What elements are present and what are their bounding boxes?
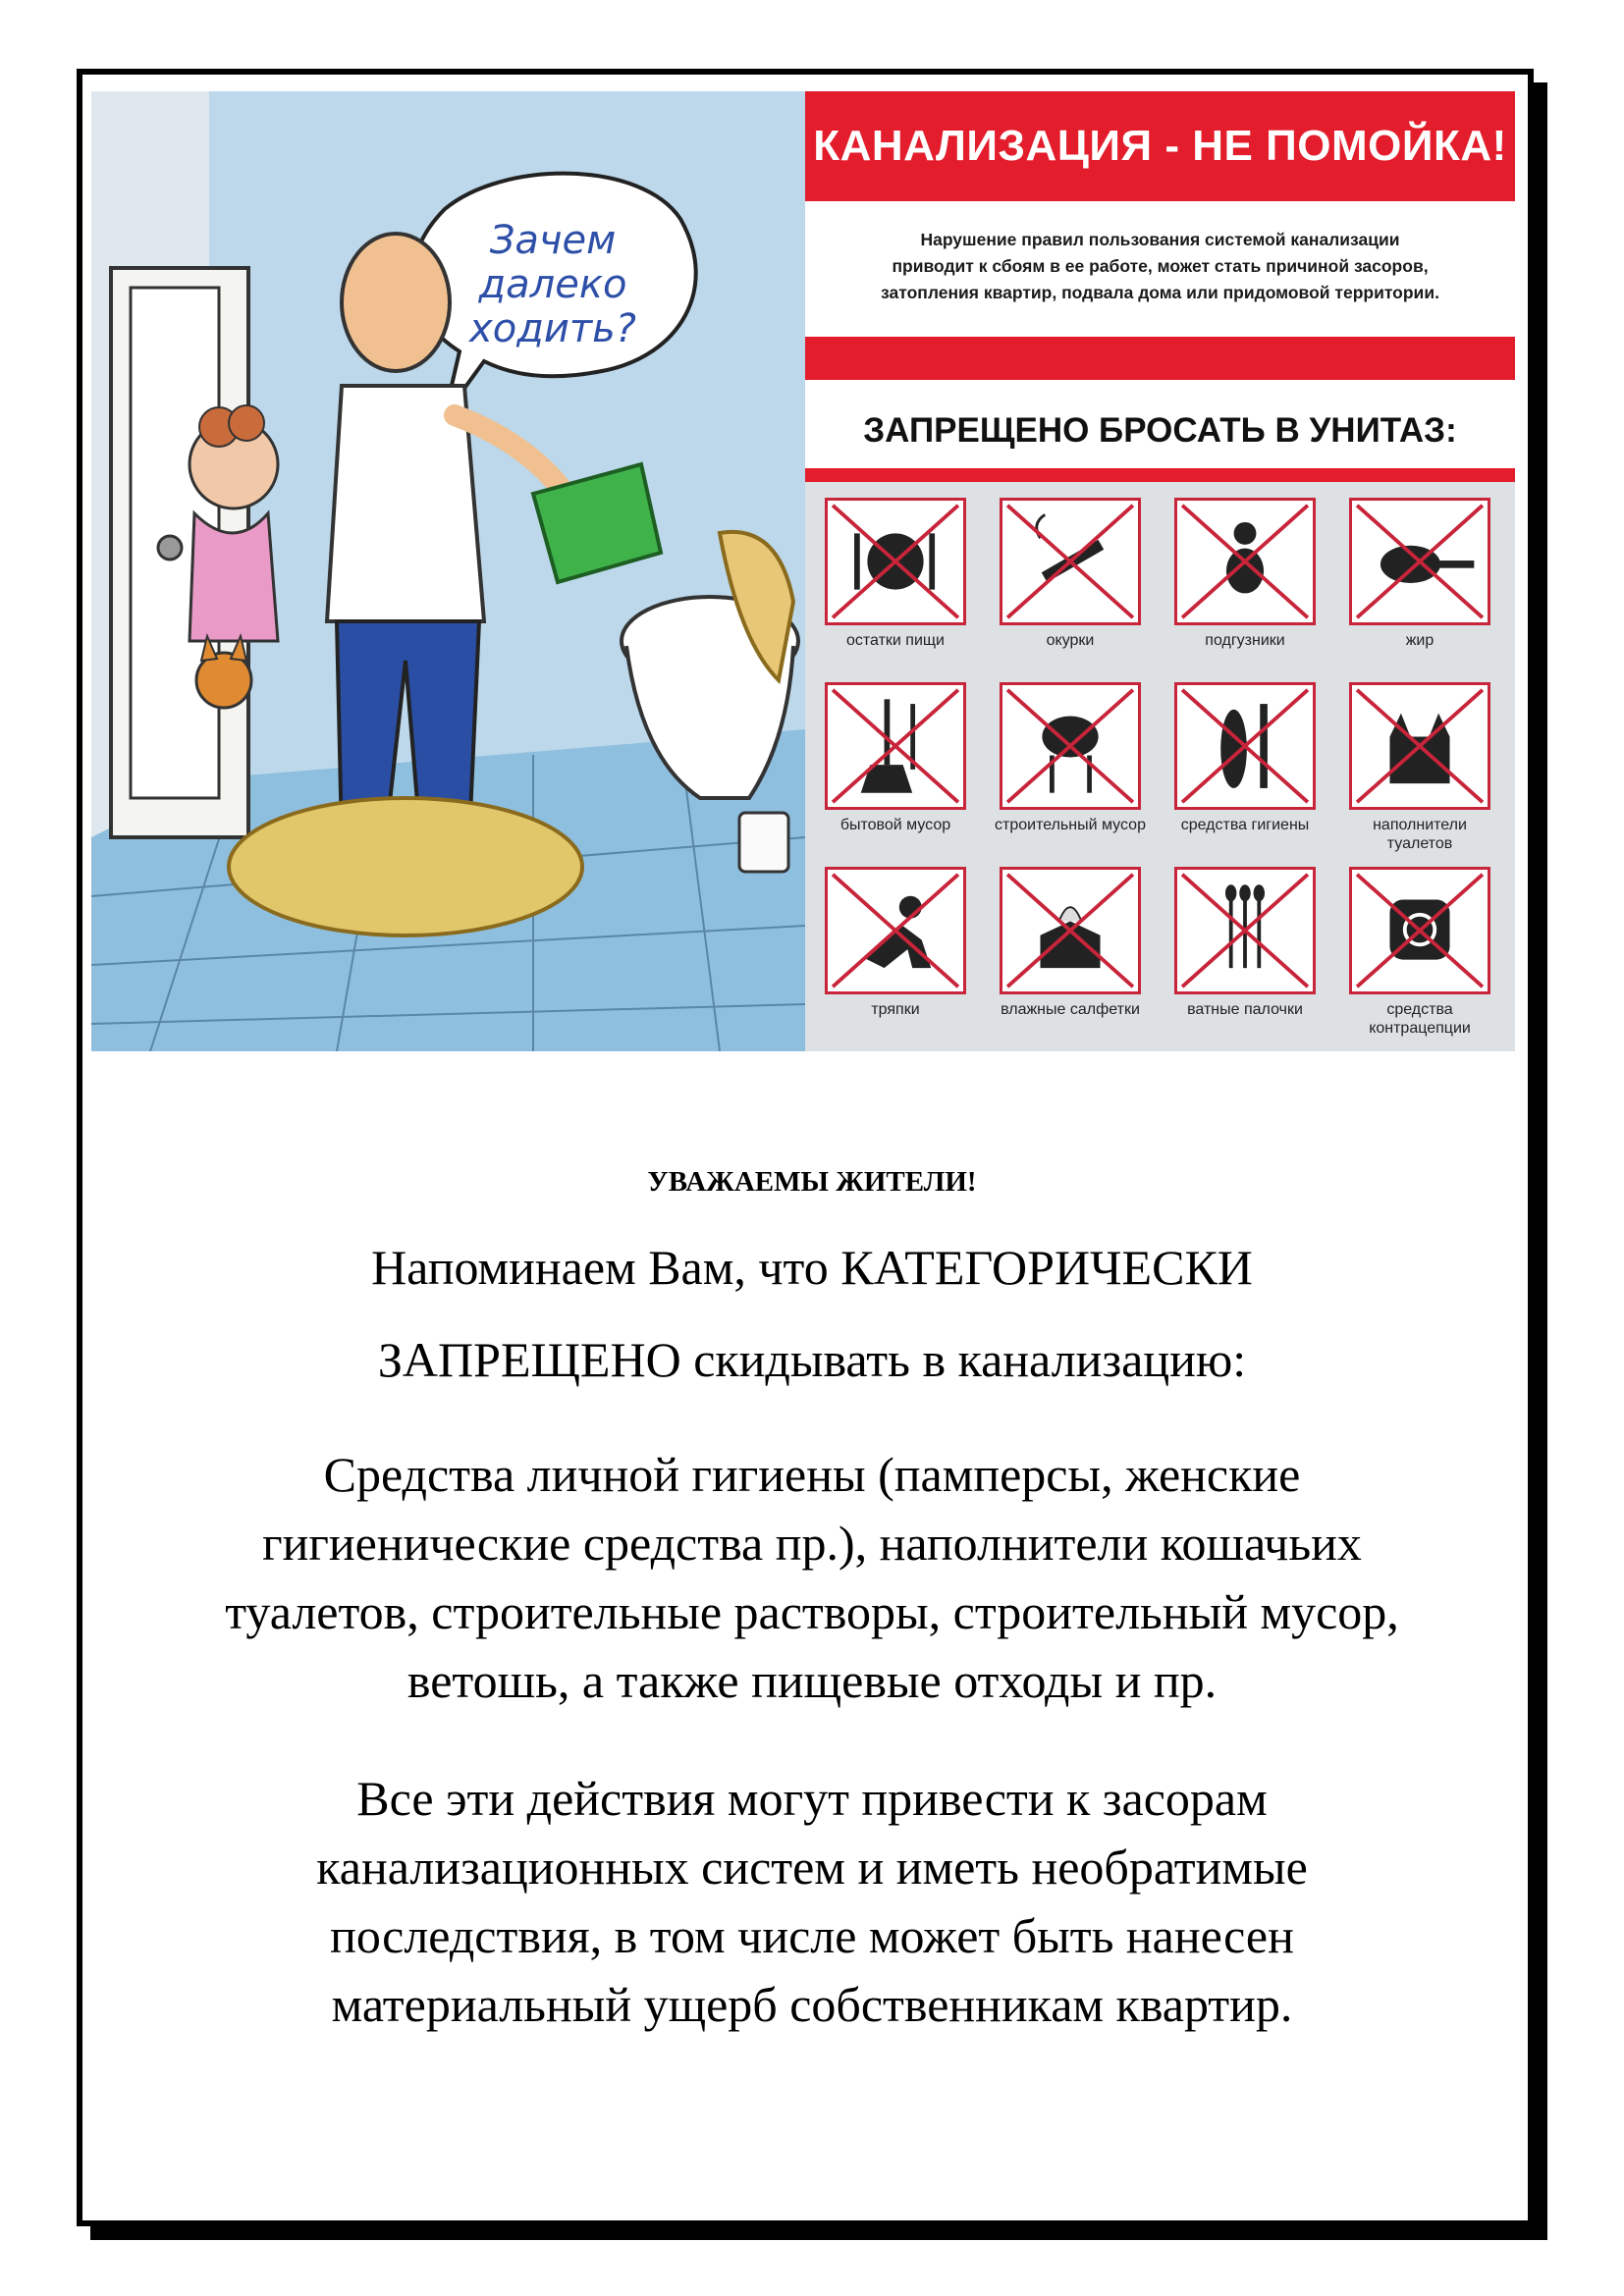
intro-line-2: приводит к сбоям в ее работе, может стать причиной засоров, — [892, 256, 1429, 276]
broom-icon — [825, 682, 966, 810]
paragraph-line: ветошь, а также пищевые отходы и пр. — [406, 1653, 1218, 1708]
forbidden-item — [817, 490, 974, 678]
cartoon-scene-icon — [91, 91, 805, 1051]
cement-mixer-icon — [1000, 682, 1141, 810]
intro-line-1: Нарушение правил пользования системой канализации — [920, 230, 1400, 249]
forbidden-item — [1341, 674, 1498, 863]
wet-wipes-icon — [1000, 867, 1141, 994]
cigarette-icon — [1000, 498, 1141, 625]
contraception-icon — [1349, 867, 1490, 994]
cotton-swabs-icon — [1174, 867, 1316, 994]
item-label: средства контрацепции — [1369, 1001, 1471, 1037]
item-label: тряпки — [871, 1001, 920, 1018]
forbidden-item — [992, 859, 1149, 1047]
heading-underline — [805, 468, 1515, 482]
intro-text — [825, 227, 1495, 306]
paragraph-line: канализационных систем и иметь необратимые — [316, 1840, 1308, 1895]
paragraph-line: материальный ущерб собственникам квартир. — [331, 1977, 1293, 2032]
forbidden-item — [1341, 859, 1498, 1047]
item-label: бытовой мусор — [839, 817, 951, 833]
consequences-paragraph — [0, 1764, 1624, 2039]
item-label: средства гигиены — [1180, 817, 1310, 833]
forbidden-list-paragraph — [0, 1440, 1624, 1715]
paragraph-line: Средства личной гигиены (памперсы, женские — [323, 1447, 1301, 1502]
item-label: подгузники — [1205, 632, 1285, 649]
item-label: влажные салфетки — [1001, 1001, 1140, 1018]
banner-title: КАНАЛИЗАЦИЯ - НЕ ПОМОЙКА! — [805, 91, 1515, 201]
intro-line-3: затопления квартир, подвала дома или придомовой территории. — [881, 283, 1439, 302]
paragraph-line: туалетов, строительные растворы, строительный мусор, — [225, 1584, 1399, 1639]
paragraph-line: последствия, в том числе может быть нанесен — [330, 1908, 1294, 1963]
forbidden-item — [1166, 490, 1324, 678]
item-label: наполнители туалетов — [1373, 817, 1467, 852]
forbidden-item — [1166, 674, 1324, 863]
forbidden-item — [1341, 490, 1498, 678]
forbidden-item — [992, 674, 1149, 863]
paragraph-line: гигиенические средства пр.), наполнители кошачьих — [262, 1516, 1362, 1571]
notice-line-2: ЗАПРЕЩЕНО скидывать в канализацию: — [377, 1332, 1247, 1387]
item-label: строительный мусор — [995, 817, 1146, 833]
item-label: жир — [1405, 632, 1435, 649]
frying-pan-icon — [1349, 498, 1490, 625]
bubble-line-1: Зачем — [489, 218, 617, 263]
cartoon-illustration — [91, 91, 805, 1051]
bubble-line-3: ходить? — [469, 306, 636, 351]
forbidden-item — [817, 859, 974, 1047]
notice-line-1: Напоминаем Вам, что КАТЕГОРИЧЕСКИ — [371, 1240, 1253, 1295]
red-stripe — [805, 337, 1515, 380]
paragraph-line: Все эти действия могут привести к засорам — [356, 1771, 1268, 1826]
greeting-heading: УВАЖАЕМЫ ЖИТЕЛИ! — [647, 1166, 977, 1198]
forbidden-heading: ЗАПРЕЩЕНО БРОСАТЬ В УНИТАЗ: — [805, 380, 1515, 482]
poster — [91, 91, 1515, 1051]
cat-litter-icon — [1349, 682, 1490, 810]
diaper-icon — [1174, 498, 1316, 625]
forbidden-items-grid — [805, 482, 1515, 1051]
item-label: окурки — [1046, 632, 1095, 649]
hygiene-pad-icon — [1174, 682, 1316, 810]
forbidden-item — [992, 490, 1149, 678]
rag-icon — [825, 867, 966, 994]
item-label: остатки пищи — [845, 632, 945, 649]
item-label: ватные палочки — [1187, 1001, 1303, 1018]
info-panel — [805, 91, 1515, 1051]
forbidden-item — [1166, 859, 1324, 1047]
forbidden-item — [817, 674, 974, 863]
food-icon — [825, 498, 966, 625]
bubble-line-2: далеко — [478, 262, 627, 307]
